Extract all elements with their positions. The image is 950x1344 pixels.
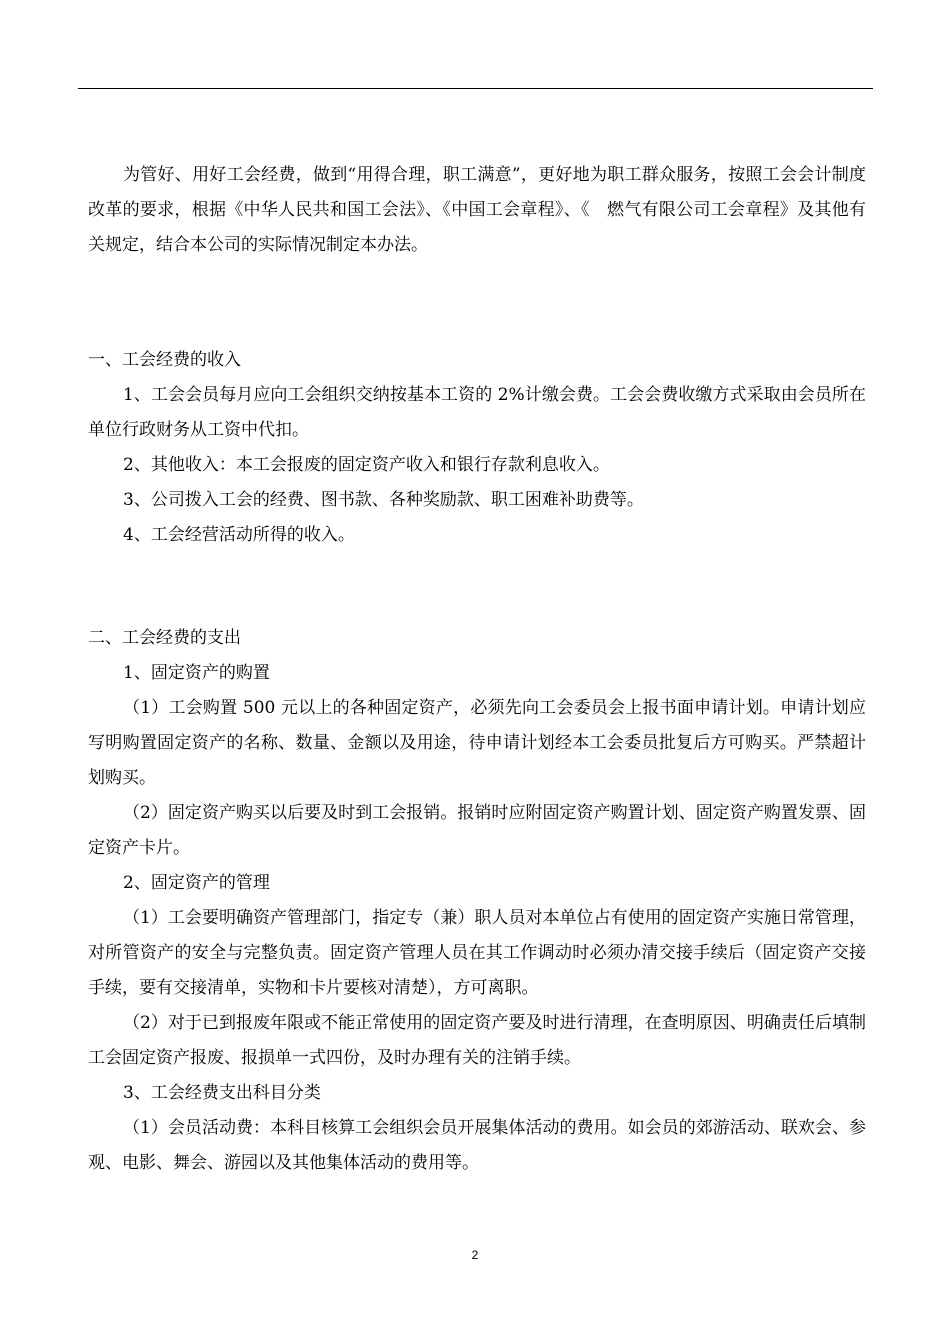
- section-heading-income: 一、工会经费的收入: [88, 350, 241, 370]
- categories-paragraph-1: （1）会员活动费：本科目核算工会组织会员开展集体活动的费用。如会员的郊游活动、联欢会、参观、电影、舞会、游园以及其他集体活动的费用等。: [88, 1118, 866, 1173]
- document-body: [88, 158, 866, 1181]
- management-paragraph-2: （2）对于已到报废年限或不能正常使用的固定资产要及时进行清理，在查明原因、明确责任后填制工会固定资产报废、报损单一式四份，及时办理有关的注销手续。: [88, 1013, 866, 1068]
- page-number: 2: [471, 1248, 479, 1262]
- income-item-1: 1、工会会员每月应向工会组织交纳按基本工资的 2%计缴会费。工会会费收缴方式采取由会员所在单位行政财务从工资中代扣。: [88, 385, 866, 440]
- subsection-heading-purchase: 1、固定资产的购置: [123, 663, 270, 683]
- section-heading-expenditure: 二、工会经费的支出: [88, 628, 241, 648]
- purchase-paragraph-2: （2）固定资产购买以后要及时到工会报销。报销时应附固定资产购置计划、固定资产购置发票、固定资产卡片。: [88, 803, 866, 858]
- subsection-heading-management: 2、固定资产的管理: [123, 873, 270, 893]
- intro-paragraph: 为管好、用好工会经费，做到“用得合理，职工满意”，更好地为职工群众服务，按照工会会计制度改革的要求，根据《中华人民共和国工会法》、《中国工会章程》、《 燃气有限公司工会章程》及其他有关规定，结合本公司的实际情况制定本办法。: [88, 165, 866, 255]
- header-rule: [78, 88, 873, 89]
- management-paragraph-1: （1）工会要明确资产管理部门，指定专（兼）职人员对本单位占有使用的固定资产实施日常管理，对所管资产的安全与完整负责。固定资产管理人员在其工作调动时必须办清交接手续后（固定资产交接手续，要有交接清单，实物和卡片要核对清楚），方可离职。: [88, 908, 866, 998]
- income-item-4: 4、工会经营活动所得的收入。: [123, 525, 355, 545]
- purchase-paragraph-1: （1）工会购置 500 元以上的各种固定资产，必须先向工会委员会上报书面申请计划。申请计划应写明购置固定资产的名称、数量、金额以及用途，待申请计划经本工会委员批复后方可购买。严禁超计划购买。: [88, 698, 866, 788]
- subsection-heading-categories: 3、工会经费支出科目分类: [123, 1083, 321, 1103]
- spacer: [88, 263, 866, 343]
- income-item-3: 3、公司拨入工会的经费、图书款、各种奖励款、职工困难补助费等。: [123, 490, 644, 510]
- spacer: [88, 553, 866, 621]
- income-item-2: 2、其他收入：本工会报废的固定资产收入和银行存款利息收入。: [123, 455, 610, 475]
